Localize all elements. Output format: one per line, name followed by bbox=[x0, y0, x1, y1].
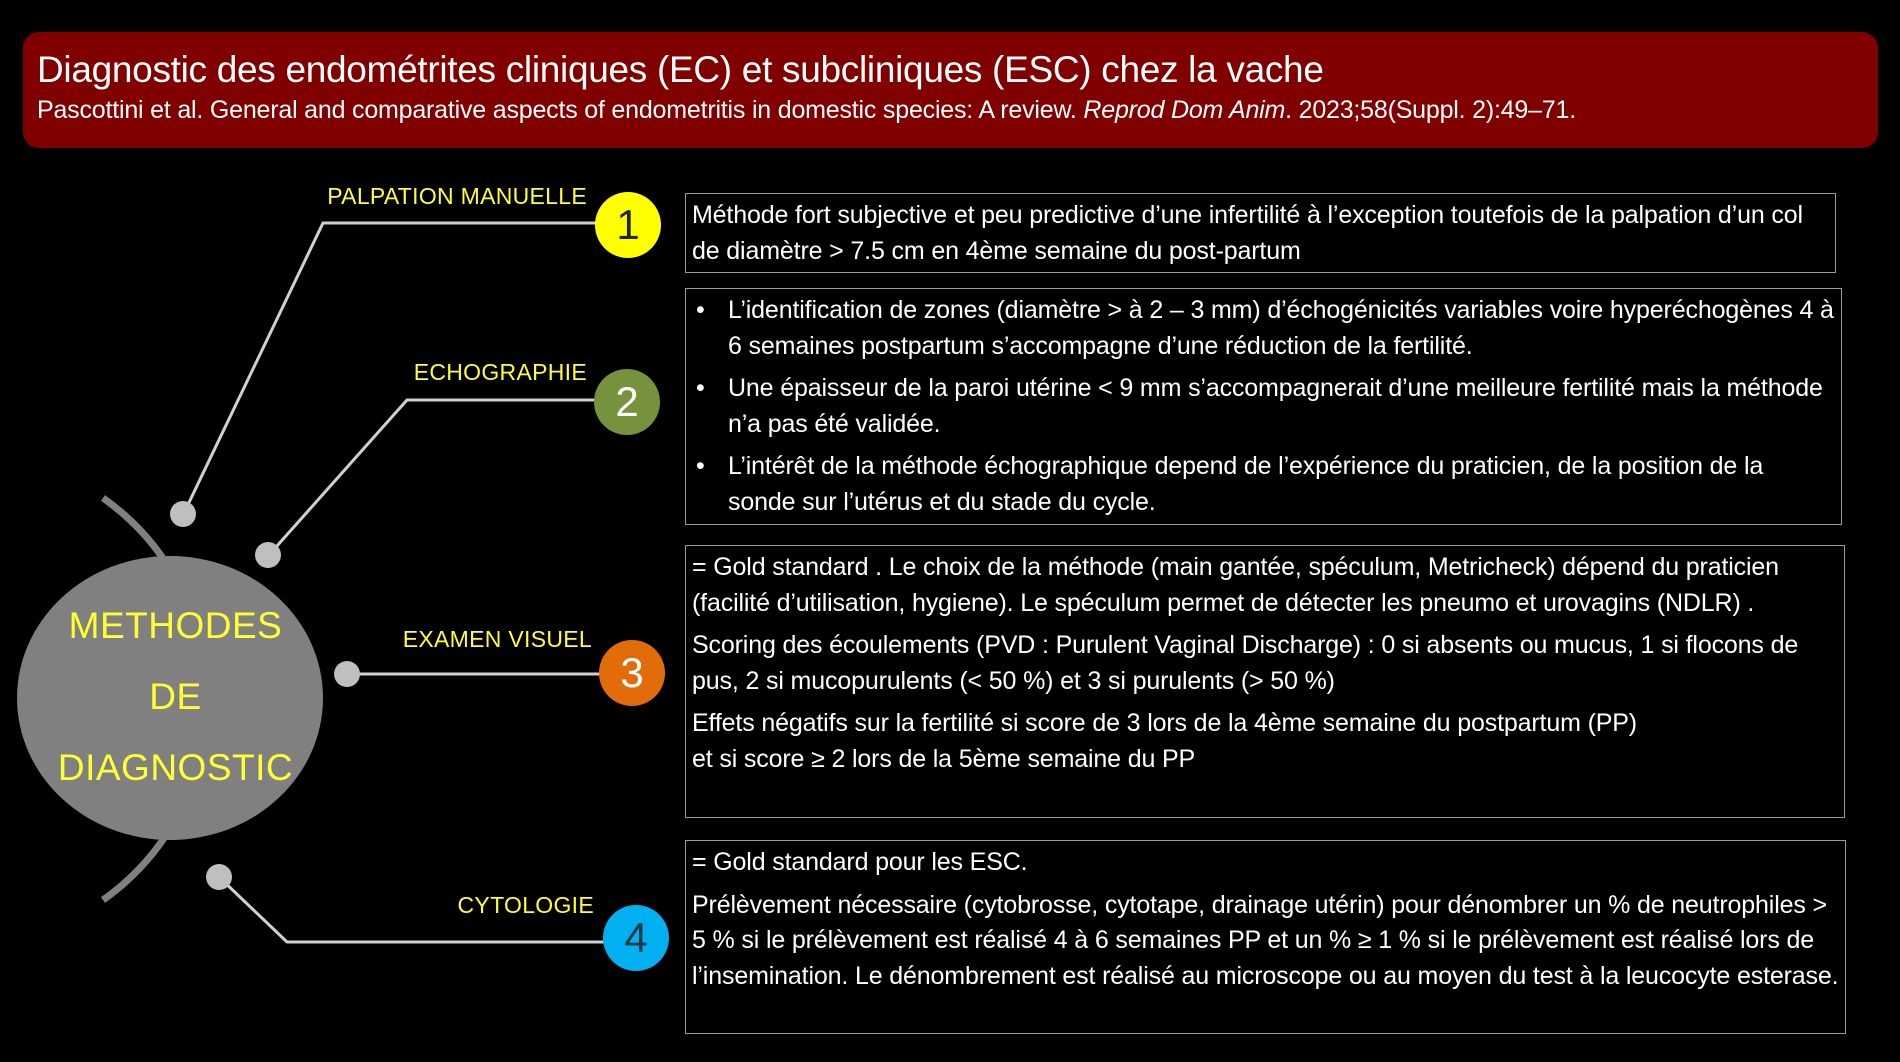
hub-label-line3: DIAGNOSTIC bbox=[57, 747, 294, 788]
reference-authors: Pascottini et al. General and comparative aspects of endometritis in domestic species: A review. bbox=[37, 96, 1084, 124]
number-badge-3: 3 bbox=[599, 640, 665, 706]
cytologie-details: Prélèvement nécessaire (cytobrosse, cytotape, drainage utérin) pour dénombrer un % de neutrophiles > 5 % si le prélèvement est réalisé 4 à 6 semaines PP et un % ≥ 1 % si le prélèvement est réalisé lors de l’insemination. Le dénombrement est réalisé au microscope ou au moyen du test à la leucocyte esterase. bbox=[692, 890, 1839, 990]
slide-title: Diagnostic des endométrites cliniques (EC) et subcliniques (ESC) chez la vache bbox=[37, 49, 1324, 90]
arc-node-2 bbox=[255, 542, 281, 568]
examen-visuel-effects-1: Effets négatifs sur la fertilité si score de 3 lors de la 4ème semaine du postpartum (PP) bbox=[692, 709, 1637, 737]
number-badge-1: 1 bbox=[595, 192, 661, 258]
reference-details: . 2023;58(Suppl. 2):49–71. bbox=[1285, 96, 1576, 124]
arc-node-4 bbox=[206, 864, 232, 890]
examen-visuel-gold-standard: = Gold standard . Le choix de la méthode (main gantée, spéculum, Metricheck) dépend du praticien (facilité d’utilisation, hygiene). Le spéculum permet de détecter les pneumo et urovagins (NDLR) . bbox=[692, 553, 1779, 617]
echographie-bullet-3: • L’intérêt de la méthode échographique depend de l’expérience du praticien, de la position de la sonde sur l’utérus et du stade du cycle. bbox=[692, 449, 1835, 520]
description-box-examen-visuel bbox=[685, 545, 1845, 818]
palpation-text: Méthode fort subjective et peu predictive d’une infertilité à l’exception toutefois de la palpation d’un col de diamètre > 7.5 cm en 4ème semaine du post-partum bbox=[692, 201, 1803, 265]
hub-label-line1: METHODES bbox=[68, 605, 283, 646]
hub-label-line2: DE bbox=[149, 676, 202, 717]
connector-line-2 bbox=[268, 400, 596, 556]
cytologie-gold-standard: = Gold standard pour les ESC. bbox=[692, 848, 1028, 876]
echographie-bullet-list bbox=[692, 293, 1835, 520]
method-label-cytologie: CYTOLOGIE bbox=[457, 892, 594, 918]
examen-visuel-scoring: Scoring des écoulements (PVD : Purulent Vaginal Discharge) : 0 si absents ou mucus, 1 si flocons de pus, 2 si mucopurulents (< 50 %) et 3 si purulents (> 50 %) bbox=[692, 631, 1799, 695]
echographie-bullet-1: • L’identification de zones (diamètre > à 2 – 3 mm) d’échogénicités variables voire hyperéchogènes 4 à 6 semaines postpartum s’accompagne d’une réduction de la fertilité. bbox=[692, 293, 1835, 364]
method-label-examen-visuel: EXAMEN VISUEL bbox=[402, 626, 592, 652]
arc-node-1 bbox=[170, 501, 196, 527]
reference-journal: Reprod Dom Anim bbox=[1083, 96, 1286, 124]
description-box-cytologie bbox=[685, 840, 1846, 1034]
method-label-echographie: ECHOGRAPHIE bbox=[413, 359, 587, 385]
description-box-palpation bbox=[685, 193, 1836, 273]
hub-label bbox=[18, 590, 333, 803]
echographie-bullet-2: • Une épaisseur de la paroi utérine < 9 mm s’accompagnerait d’une meilleure fertilité mais la méthode n’a pas été validée. bbox=[692, 371, 1835, 442]
arc-node-3 bbox=[334, 661, 360, 687]
description-box-echographie bbox=[685, 288, 1842, 525]
number-badge-2: 2 bbox=[594, 369, 660, 435]
method-label-palpation: PALPATION MANUELLE bbox=[327, 183, 587, 209]
number-badge-4: 4 bbox=[603, 905, 669, 971]
examen-visuel-effects-2: et si score ≥ 2 lors de la 5ème semaine du PP bbox=[692, 744, 1196, 773]
